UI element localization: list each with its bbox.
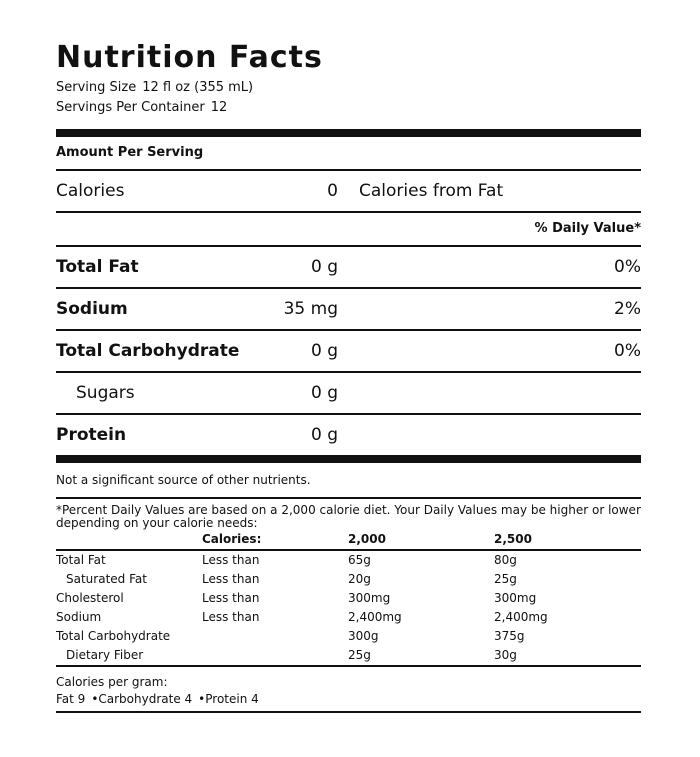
servings-per-container-label: Servings Per Container	[56, 100, 205, 115]
nutrient-percent: 2%	[614, 299, 641, 319]
serving-size-value: 12 fl oz (355 mL)	[142, 80, 254, 95]
nutrient-amount: 0 g	[310, 257, 338, 277]
table-header-cell: 2,500	[494, 529, 641, 550]
nutrient-name: Protein	[56, 425, 127, 445]
daily-values-footnote: *Percent Daily Values are based on a 2,000 calorie diet. Your Daily Values may be higher or lower depending on your calorie needs:	[56, 503, 641, 530]
daily-value-header: % Daily Value*	[56, 213, 641, 247]
table-cell: Dietary Fiber	[56, 646, 202, 666]
calories-value: 0	[327, 181, 338, 201]
thick-divider	[56, 455, 641, 463]
nutrient-percent: 0%	[614, 341, 641, 361]
calories-per-gram-values	[56, 691, 641, 708]
table-cell: 30g	[494, 646, 641, 666]
serving-size-line	[56, 78, 641, 98]
nutrient-row-total-fat	[56, 247, 641, 289]
table-cell: 2,400mg	[348, 610, 402, 624]
table-header-cell	[56, 529, 202, 550]
table-cell: 375g	[494, 629, 525, 643]
table-row	[56, 550, 641, 570]
table-cell: Sodium	[56, 610, 102, 624]
table-cell: 300g	[348, 629, 379, 643]
calories-from-fat-label: Calories from Fat	[359, 181, 504, 201]
table-cell: Less than	[202, 591, 260, 605]
table-row	[56, 646, 641, 666]
fat-calories-per-gram: Fat 9	[56, 692, 86, 706]
nutrient-row-protein	[56, 415, 641, 455]
table-cell: 20g	[348, 572, 371, 586]
table-cell: Total Fat	[56, 553, 106, 567]
serving-size-label: Serving Size	[56, 80, 137, 95]
nutrient-name: Total Fat	[56, 257, 139, 277]
table-cell	[202, 627, 348, 646]
calories-per-gram-label: Calories per gram:	[56, 675, 168, 689]
nutrient-amount: 0 g	[310, 341, 338, 361]
table-row	[56, 589, 641, 608]
nutrient-amount: 0 g	[310, 425, 338, 445]
servings-per-container-value: 12	[210, 100, 228, 115]
table-row	[56, 570, 641, 589]
table-cell: Less than	[202, 553, 260, 567]
table-cell: Cholesterol	[56, 591, 124, 605]
calories-per-gram	[56, 667, 641, 713]
table-header-row	[56, 529, 641, 550]
table-cell: 300mg	[348, 591, 391, 605]
table-header-cell: 2,000	[348, 529, 494, 550]
table-cell: Less than	[202, 572, 260, 586]
table-row	[56, 627, 641, 646]
thick-divider	[56, 129, 641, 137]
table-row	[56, 608, 641, 627]
calories-label: Calories	[56, 181, 125, 201]
nutrient-row-sugars	[56, 373, 641, 415]
nutrient-row-total-carbohydrate	[56, 331, 641, 373]
table-cell: 80g	[494, 553, 517, 567]
table-cell: Saturated Fat	[66, 572, 147, 586]
nutrient-name: Sugars	[76, 383, 135, 403]
nutrient-amount: 35 mg	[283, 299, 338, 319]
nutrient-percent: 0%	[614, 257, 641, 277]
table-cell: Less than	[202, 610, 260, 624]
not-significant-note: Not a significant source of other nutrients.	[56, 463, 641, 499]
table-cell: 2,400mg	[494, 610, 548, 624]
table-cell: 65g	[348, 553, 371, 567]
daily-values-reference-table	[56, 529, 641, 667]
protein-calories-per-gram: •Protein 4	[198, 692, 259, 706]
page-title: Nutrition Facts	[56, 40, 323, 75]
nutrient-row-sodium	[56, 289, 641, 331]
table-cell: 300mg	[494, 591, 537, 605]
nutrition-facts-panel	[56, 40, 641, 713]
table-cell: 25g	[348, 646, 494, 666]
nutrient-name: Sodium	[56, 299, 128, 319]
carbohydrate-calories-per-gram: •Carbohydrate 4	[91, 692, 193, 706]
amount-per-serving-label: Amount Per Serving	[56, 137, 641, 171]
table-cell	[202, 646, 348, 666]
table-cell: Total Carbohydrate	[56, 629, 171, 643]
table-header-cell: Calories:	[202, 529, 348, 550]
calories-row	[56, 171, 641, 213]
nutrient-name: Total Carbohydrate	[56, 341, 240, 361]
servings-per-container-line	[56, 98, 641, 118]
table-cell: 25g	[494, 572, 517, 586]
nutrient-amount: 0 g	[310, 383, 338, 403]
